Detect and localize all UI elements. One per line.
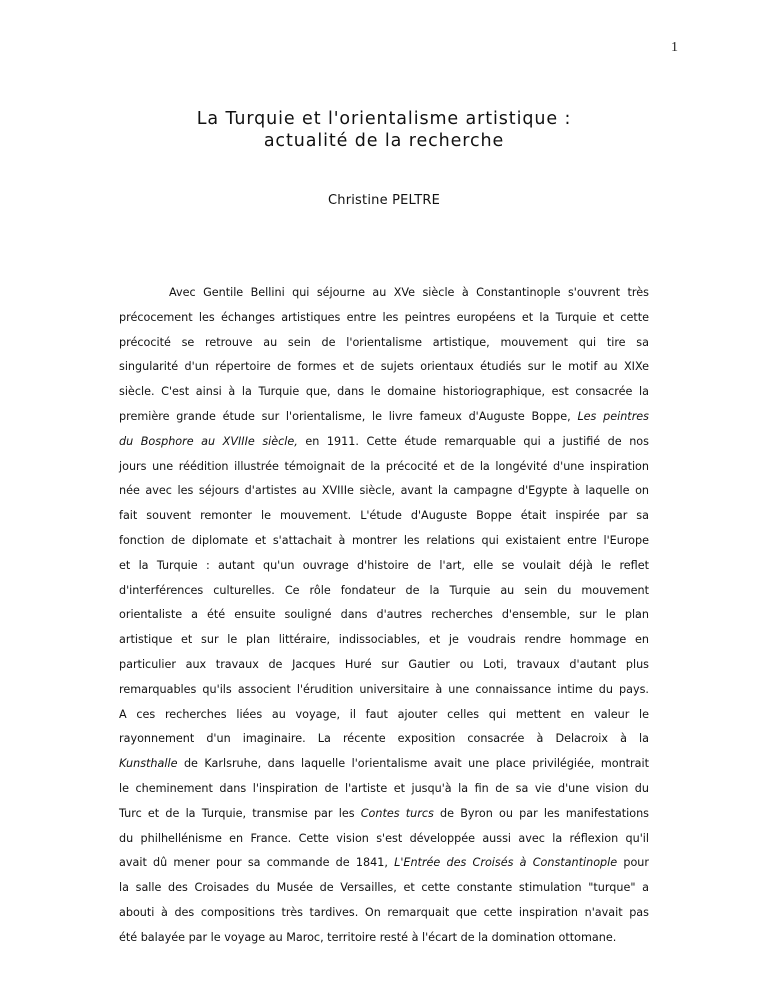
paragraph-line: fonction de diplomate et s'attachait à montrer les relations qui existaient entre l'Europe (119, 533, 649, 547)
paragraph-line: et la Turquie : autant qu'un ouvrage d'histoire de l'art, elle se voulait déjà le reflet (119, 558, 649, 572)
paragraph-line: précocement les échanges artistiques entre les peintres européens et la Turquie et cette (119, 310, 649, 324)
paragraph-line: remarquables qu'ils associent l'érudition universitaire à une connaissance intime du pays. (119, 682, 649, 696)
document-title (0, 108, 768, 152)
paragraph-line: orientaliste a été ensuite souligné dans d'autres recherches d'ensemble, sur le plan (119, 608, 649, 622)
paragraph-line: particulier aux travaux de Jacques Huré sur Gautier ou Loti, travaux d'autant plus (119, 657, 649, 671)
body-paragraph (119, 281, 649, 951)
paragraph-line: abouti à des compositions très tardives. On remarquait que cette inspiration n'avait pas (119, 905, 649, 919)
paragraph-line: singularité d'un répertoire de formes et de sujets orientaux étudiés sur le motif au XIXe (119, 360, 649, 374)
paragraph-line: artistique et sur le plan littéraire, indissociables, et je voudrais rendre hommage en (119, 633, 649, 647)
book-title-italic: Les peintres (577, 409, 650, 423)
paragraph-line: Turc et de la Turquie, transmise par les Contes turcs de Byron ou par les manifestations (119, 806, 649, 820)
paragraph-line: précocité se retrouve au sein de l'orientalisme artistique, mouvement qui tire sa (119, 335, 649, 349)
paragraph-line: avait dû mener pour sa commande de 1841, L'Entrée des Croisés à Constantinople pour (119, 856, 649, 870)
title-line-2: actualité de la recherche (263, 131, 505, 151)
paragraph-line: fait souvent remonter le mouvement. L'étude d'Auguste Boppe était inspirée par sa (119, 509, 649, 523)
book-title-italic: Contes turcs (360, 806, 434, 820)
paragraph-line: rayonnement d'un imaginaire. La récente exposition consacrée à Delacroix à la (119, 732, 649, 746)
paragraph-line: Avec Gentile Bellini qui séjourne au XVe siècle à Constantinople s'ouvrent très (169, 286, 649, 299)
title-line-1: La Turquie et l'orientalisme artistique : (196, 109, 572, 129)
paragraph-line: Kunsthalle de Karlsruhe, dans laquelle l'orientalisme avait une place privilégiée, montrait (119, 757, 649, 771)
paragraph-line: le cheminement dans l'inspiration de l'artiste et jusqu'à la fin de sa vie d'une vision du (119, 781, 649, 795)
paragraph-line: été balayée par le voyage au Maroc, territoire resté à l'écart de la domination ottomane. (119, 930, 617, 944)
page-number: 1 (671, 40, 678, 55)
paragraph-line: première grande étude sur l'orientalisme, le livre fameux d'Auguste Boppe, Les peintres (119, 409, 650, 423)
paragraph-line: du philhellénisme en France. Cette vision s'est développée aussi avec la réflexion qu'il (119, 831, 649, 845)
paragraph-line: jours une réédition illustrée témoignait de la précocité et de la longévité d'une inspiration (119, 459, 649, 473)
paragraph-line: la salle des Croisades du Musée de Versailles, et cette constante stimulation "turque" a (119, 881, 649, 895)
book-title-italic: du Bosphore au XVIIIe siècle, (119, 434, 298, 448)
place-name-italic: Kunsthalle (119, 757, 178, 771)
paragraph-line: siècle. C'est ainsi à la Turquie que, dans le domaine historiographique, est consacrée la (119, 385, 649, 399)
artwork-title-italic: L'Entrée des Croisés à Constantinople (394, 856, 618, 870)
paragraph-line: d'interférences culturelles. Ce rôle fondateur de la Turquie au sein du mouvement (119, 583, 649, 597)
author-name: Christine PELTRE (327, 193, 441, 208)
paragraph-line: née avec les séjours d'artistes au XVIIIe siècle, avant la campagne d'Egypte à laquelle on (119, 484, 649, 498)
paragraph-line: du Bosphore au XVIIIe siècle, en 1911. Cette étude remarquable qui a justifié de nos (119, 434, 649, 448)
paragraph-line: A ces recherches liées au voyage, il faut ajouter celles qui mettent en valeur le (119, 707, 649, 721)
